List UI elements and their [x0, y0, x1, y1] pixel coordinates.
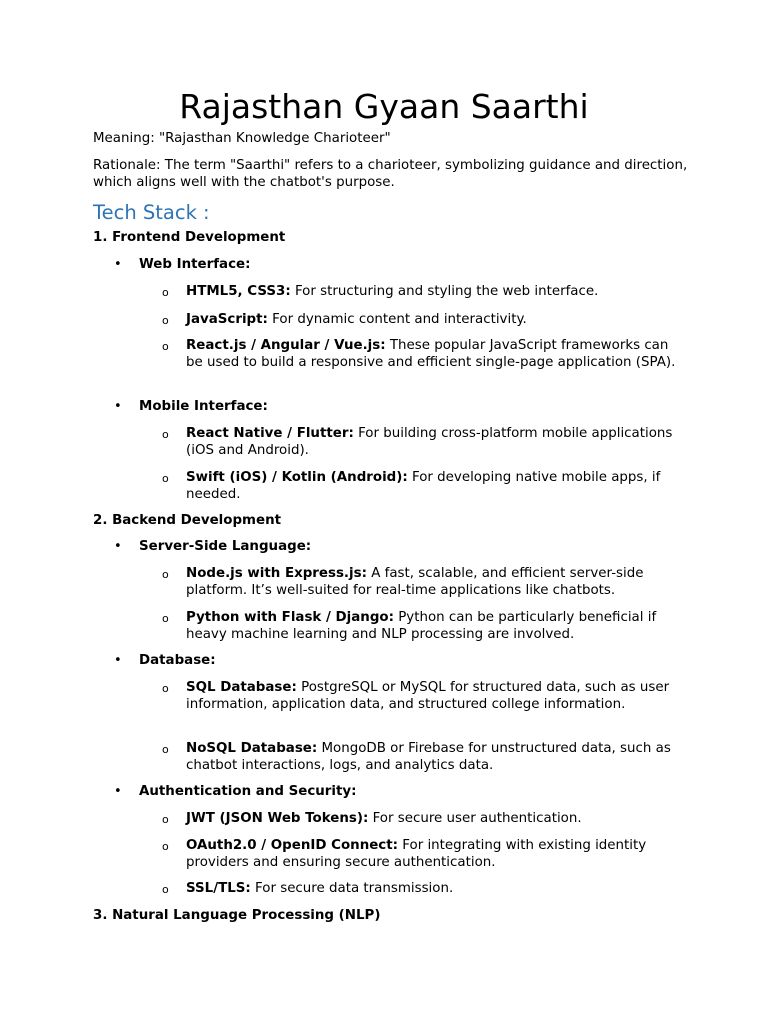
sub-bullet-dot: o	[162, 682, 169, 695]
sub-item-label: NoSQL Database:	[186, 741, 318, 756]
sub-item-text: For secure user authentication.	[368, 811, 582, 826]
sub-item	[186, 837, 686, 871]
sub-item-text: A fast, scalable, and efficient server-side platform. It’s well-suited for real-time applications like chatbots.	[186, 566, 644, 598]
section-title: 2. Backend Development	[93, 513, 282, 528]
sub-item-label: JavaScript:	[186, 312, 268, 327]
sub-item-label: Swift (iOS) / Kotlin (Android):	[186, 470, 408, 485]
bullet-item-title: Database:	[139, 653, 216, 668]
sub-item-label: HTML5, CSS3:	[186, 284, 291, 299]
sub-bullet-dot: o	[162, 428, 169, 441]
bullet-dot: •	[114, 653, 122, 668]
sub-item	[186, 283, 686, 300]
sub-item	[186, 679, 686, 713]
section-title: 3. Natural Language Processing (NLP)	[93, 908, 381, 923]
bullet-dot: •	[114, 399, 122, 414]
sub-bullet-dot: o	[162, 840, 169, 853]
sub-bullet-dot: o	[162, 340, 169, 353]
sub-item-label: JWT (JSON Web Tokens):	[186, 811, 369, 826]
sub-item-text: For structuring and styling the web interface.	[290, 284, 599, 299]
sub-item-text: These popular JavaScript frameworks can be used to build a responsive and efficient single-page application (SPA).	[186, 338, 676, 370]
sub-item-text: PostgreSQL or MySQL for structured data, such as user information, application data, and structured college information.	[186, 680, 670, 712]
sub-item-text: For secure data transmission.	[250, 881, 454, 896]
sub-bullet-dot: o	[162, 568, 169, 581]
sub-bullet-dot: o	[162, 883, 169, 896]
sub-item	[186, 609, 686, 643]
sub-bullet-dot: o	[162, 612, 169, 625]
bullet-dot: •	[114, 784, 122, 799]
sub-item-text: For building cross-platform mobile applications (iOS and Android).	[186, 426, 673, 458]
sub-bullet-dot: o	[162, 472, 169, 485]
document-title: Rajasthan Gyaan Saarthi	[179, 87, 589, 126]
sub-item-label: Python with Flask / Django:	[186, 610, 394, 625]
bullet-dot: •	[114, 257, 122, 272]
bullet-item-title: Mobile Interface:	[139, 399, 268, 414]
sub-bullet-dot: o	[162, 314, 169, 327]
sub-item-text: For integrating with existing identity providers and ensuring secure authentication.	[186, 838, 647, 870]
sub-item	[186, 740, 686, 774]
sub-item-text: MongoDB or Firebase for unstructured data, such as chatbot interactions, logs, and analytics data.	[186, 741, 671, 773]
sub-bullet-dot: o	[162, 813, 169, 826]
bullet-item-title: Server-Side Language:	[139, 539, 312, 554]
sub-item-label: React Native / Flutter:	[186, 426, 354, 441]
sub-item-label: SSL/TLS:	[186, 881, 251, 896]
section-title: 1. Frontend Development	[93, 230, 286, 245]
bullet-item-title: Authentication and Security:	[139, 784, 357, 799]
sub-item	[186, 469, 686, 503]
sub-item-label: SQL Database:	[186, 680, 297, 695]
sub-item-text: Python can be particularly beneficial if heavy machine learning and NLP processing are involved.	[186, 610, 657, 642]
sub-item	[186, 880, 686, 897]
sub-item-text: For developing native mobile apps, if needed.	[186, 470, 661, 502]
sub-item	[186, 311, 686, 328]
rationale-paragraph: Rationale: The term "Saarthi" refers to a charioteer, symbolizing guidance and direction, which aligns well with the chatbot's purpose.	[93, 158, 688, 190]
sub-item-label: Node.js with Express.js:	[186, 566, 367, 581]
sub-item-text: For dynamic content and interactivity.	[267, 312, 527, 327]
bullet-item-title: Web Interface:	[139, 257, 251, 272]
sub-bullet-dot: o	[162, 286, 169, 299]
sub-item	[186, 810, 686, 827]
meaning-paragraph: Meaning: "Rajasthan Knowledge Charioteer"	[93, 131, 391, 146]
sub-bullet-dot: o	[162, 743, 169, 756]
sub-item	[186, 337, 686, 371]
bullet-dot: •	[114, 539, 122, 554]
sub-item-label: OAuth2.0 / OpenID Connect:	[186, 838, 399, 853]
sub-item	[186, 565, 686, 599]
sub-item-label: React.js / Angular / Vue.js:	[186, 338, 386, 353]
sub-item	[186, 425, 686, 459]
tech-stack-heading: Tech Stack :	[93, 201, 210, 224]
